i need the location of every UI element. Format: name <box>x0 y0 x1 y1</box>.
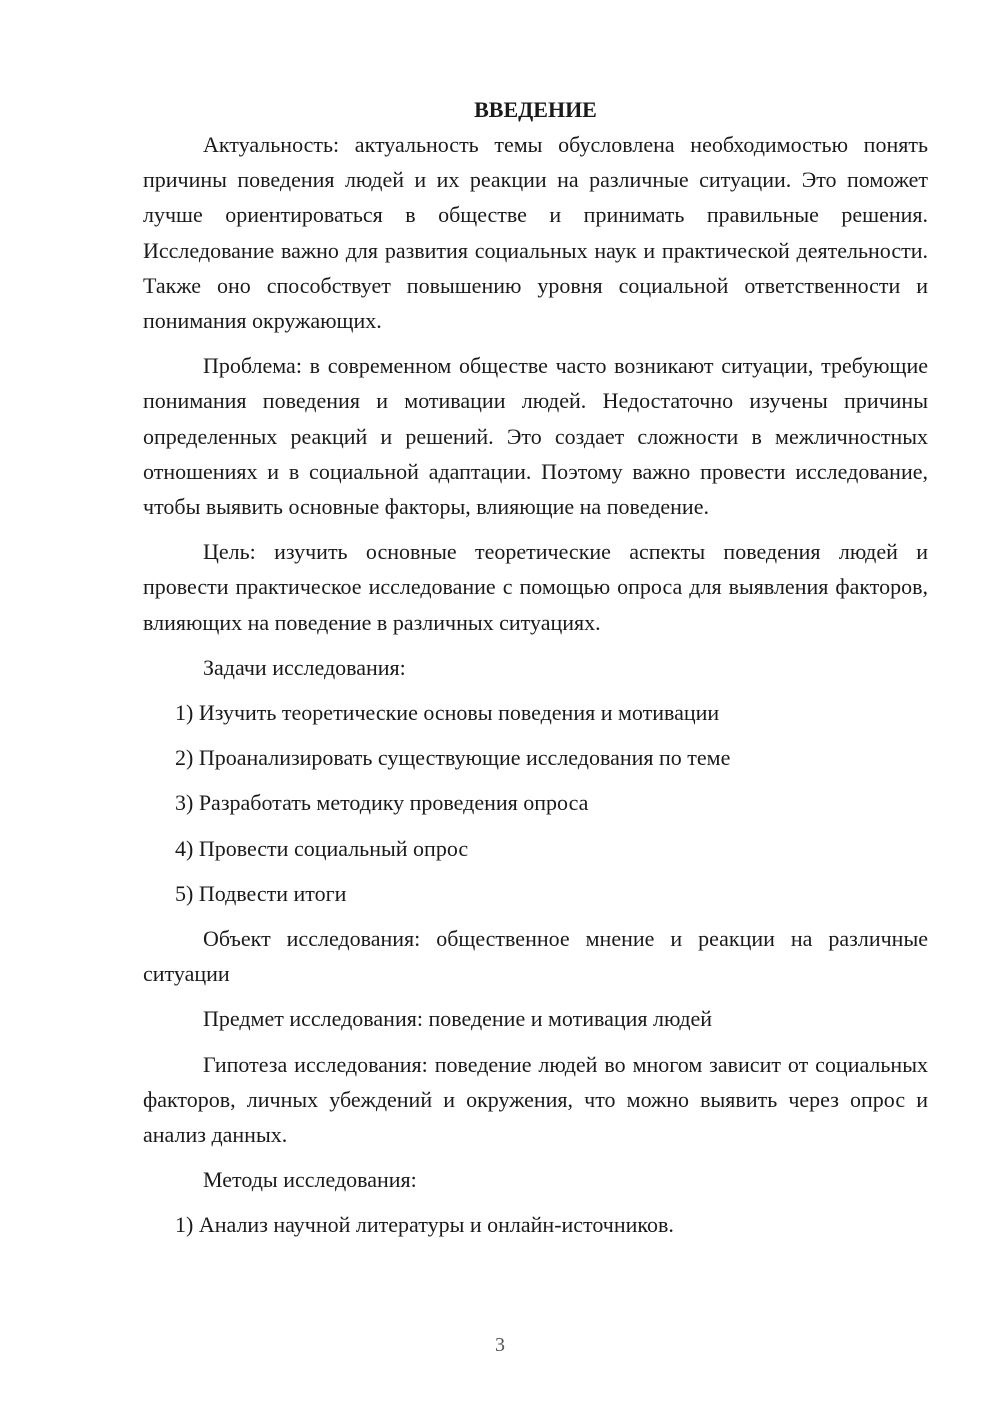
task-item-5: 5) Подвести итоги <box>175 880 347 906</box>
paragraph-hypothesis: Гипотеза исследования: поведение людей во многом зависит от социальных факторов, личных убеждений и окружения, что можно выявить через опрос и анализ данных. <box>143 1051 928 1148</box>
paragraph-object: Объект исследования: общественное мнение и реакции на различные ситуации <box>143 926 928 987</box>
document-page <box>143 92 928 1243</box>
method-item-1: 1) Анализ научной литературы и онлайн-источников. <box>175 1212 674 1238</box>
paragraph-problem: Проблема: в современном обществе часто возникают ситуации, требующие понимания поведения и мотивации людей. Недостаточно изучены причины определенных реакций и решений. Это создает сложности в межличностных отношениях и в социальной адаптации. Поэтому важно провести исследование, чтобы выявить основные факторы, влияющие на поведение. <box>143 353 928 520</box>
paragraph-relevance: Актуальность: актуальность темы обусловлена необходимостью понять причины поведения людей и их реакции на различные ситуации. Это поможет лучше ориентироваться в обществе и принимать правильные решения. Исследование важно для развития социальных наук и практической деятельности. Также оно способствует повышению уровня социальной ответственности и понимания окружающих. <box>143 132 928 334</box>
methods-heading: Методы исследования: <box>203 1167 417 1193</box>
task-item-2: 2) Проанализировать существующие исследования по теме <box>175 745 731 771</box>
task-item-1: 1) Изучить теоретические основы поведения и мотивации <box>175 700 720 726</box>
task-item-3: 3) Разработать методику проведения опроса <box>175 790 589 816</box>
paragraph-goal: Цель: изучить основные теоретические аспекты поведения людей и провести практическое исследование с помощью опроса для выявления факторов, влияющих на поведение в различных ситуациях. <box>143 539 928 635</box>
paragraph-subject: Предмет исследования: поведение и мотивация людей <box>203 1006 713 1032</box>
tasks-heading: Задачи исследования: <box>203 654 406 680</box>
task-item-4: 4) Провести социальный опрос <box>175 835 469 861</box>
page-number: 3 <box>495 1334 505 1356</box>
section-heading: ВВЕДЕНИЕ <box>474 97 597 122</box>
